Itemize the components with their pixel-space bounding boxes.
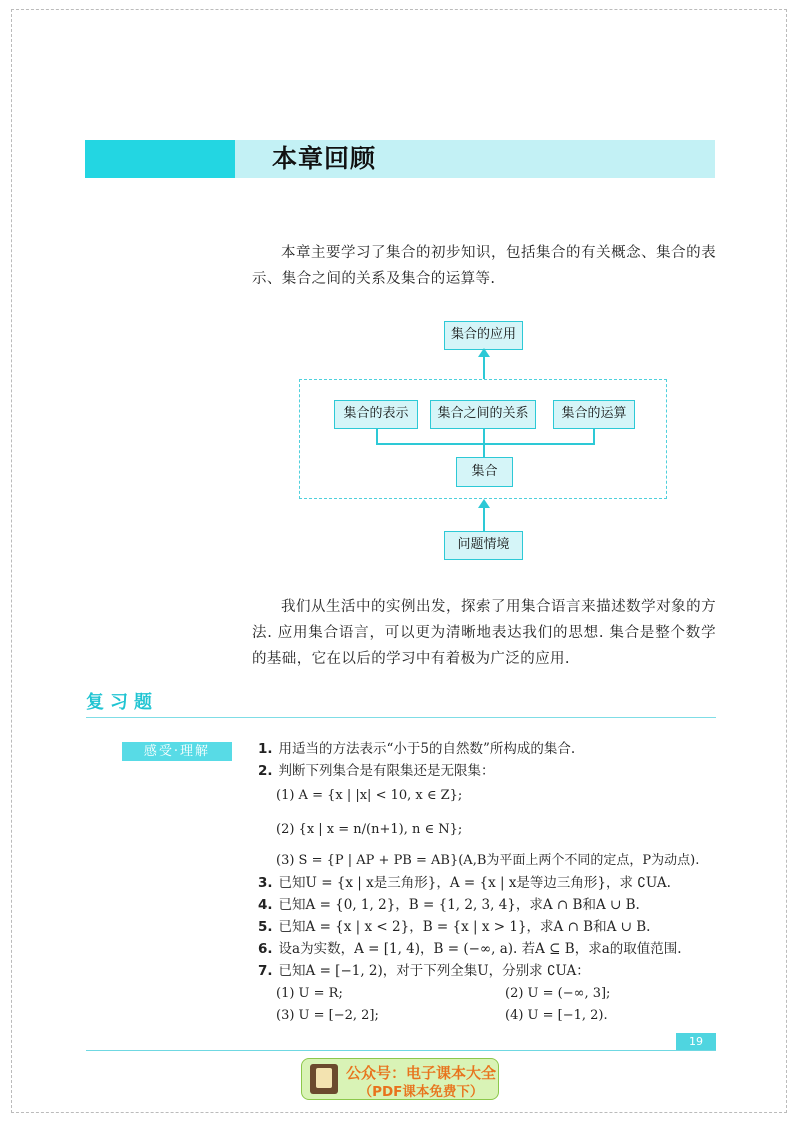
question-text: 设a为实数，A = [1, 4)，B = (−∞, a). 若A ⊆ B，求a的取值范围. (278, 941, 682, 957)
question-7 (258, 961, 590, 981)
question-7-part-4: (4) U = [−1, 2). (505, 1008, 608, 1023)
question-number: 6. (258, 941, 273, 957)
question-2-part-1: (1) A = {x | |x| < 10, x ∈ Z}; (276, 788, 463, 803)
watermark-badge (301, 1058, 499, 1100)
watermark-line-1: 公众号：电子课本大全 (346, 1064, 497, 1082)
question-7-part-1: (1) U = R; (276, 986, 343, 1001)
node-relations: 集合之间的关系 (430, 400, 536, 429)
page-number: 19 (676, 1033, 716, 1050)
connector-left (376, 429, 378, 444)
arrow-line-up-top (483, 354, 485, 379)
question-2-part-2: (2) {x | x = n/(n+1), n ∈ N}; (276, 822, 463, 837)
question-7-part-3: (3) U = [−2, 2]; (276, 1008, 379, 1023)
review-title: 复习题 (86, 692, 158, 713)
node-application: 集合的应用 (444, 321, 523, 350)
question-number: 5. (258, 919, 273, 935)
watermark-line-2: （PDF课本免费下） (358, 1084, 484, 1100)
question-4 (258, 895, 640, 915)
arrow-line-up-bottom (483, 505, 485, 531)
question-text: 已知U = {x | x是三角形}，A = {x | x是等边三角形}，求 ∁UA. (278, 875, 671, 891)
question-number: 3. (258, 875, 273, 891)
question-number: 7. (258, 963, 273, 979)
summary-paragraph: 我们从生活中的实例出发，探索了用集合语言来描述数学对象的方法. 应用集合语言，可以更为清晰地表达我们的思想. 集合是整个数学的基础，它在以后的学习中有着极为广泛的应用. (252, 599, 716, 667)
footer-divider (86, 1050, 716, 1051)
arrowhead-bottom (478, 499, 490, 508)
node-operations: 集合的运算 (553, 400, 635, 429)
book-icon (310, 1064, 338, 1094)
question-7-part-2: (2) U = (−∞, 3]; (505, 986, 611, 1001)
connector-right (593, 429, 595, 444)
question-2-part-3: (3) S = {P | AP + PB = AB}(A,B为平面上两个不同的定点，P为动点). (276, 853, 700, 868)
question-text: 已知A = {0, 1, 2}，B = {1, 2, 3, 4}，求A ∩ B和A ∪ B. (278, 897, 640, 913)
question-number: 4. (258, 897, 273, 913)
question-3 (258, 873, 671, 893)
connector-horizontal (376, 443, 595, 445)
question-2 (258, 761, 495, 781)
question-text: 判断下列集合是有限集还是无限集： (278, 763, 495, 779)
question-text: 用适当的方法表示“小于5的自然数”所构成的集合. (278, 741, 576, 757)
node-set: 集合 (456, 457, 513, 487)
review-divider (86, 717, 716, 718)
intro-paragraph: 本章主要学习了集合的初步知识，包括集合的有关概念、集合的表示、集合之间的关系及集合的运算等. (252, 245, 716, 287)
question-number: 1. (258, 741, 273, 757)
question-1 (258, 739, 575, 759)
node-problem-context: 问题情境 (444, 531, 523, 560)
banner-accent (85, 140, 235, 178)
question-6 (258, 939, 682, 959)
question-text: 已知A = {x | x < 2}，B = {x | x > 1}，求A ∩ B和A ∪ B. (278, 919, 651, 935)
node-representation: 集合的表示 (334, 400, 418, 429)
question-text: 已知A = [−1, 2)，对于下列全集U，分别求 ∁UA： (278, 963, 590, 979)
chapter-title: 本章回顾 (272, 144, 377, 173)
section-tag: 感受·理解 (122, 742, 232, 761)
question-5 (258, 917, 650, 937)
arrowhead-top (478, 348, 490, 357)
question-number: 2. (258, 763, 273, 779)
